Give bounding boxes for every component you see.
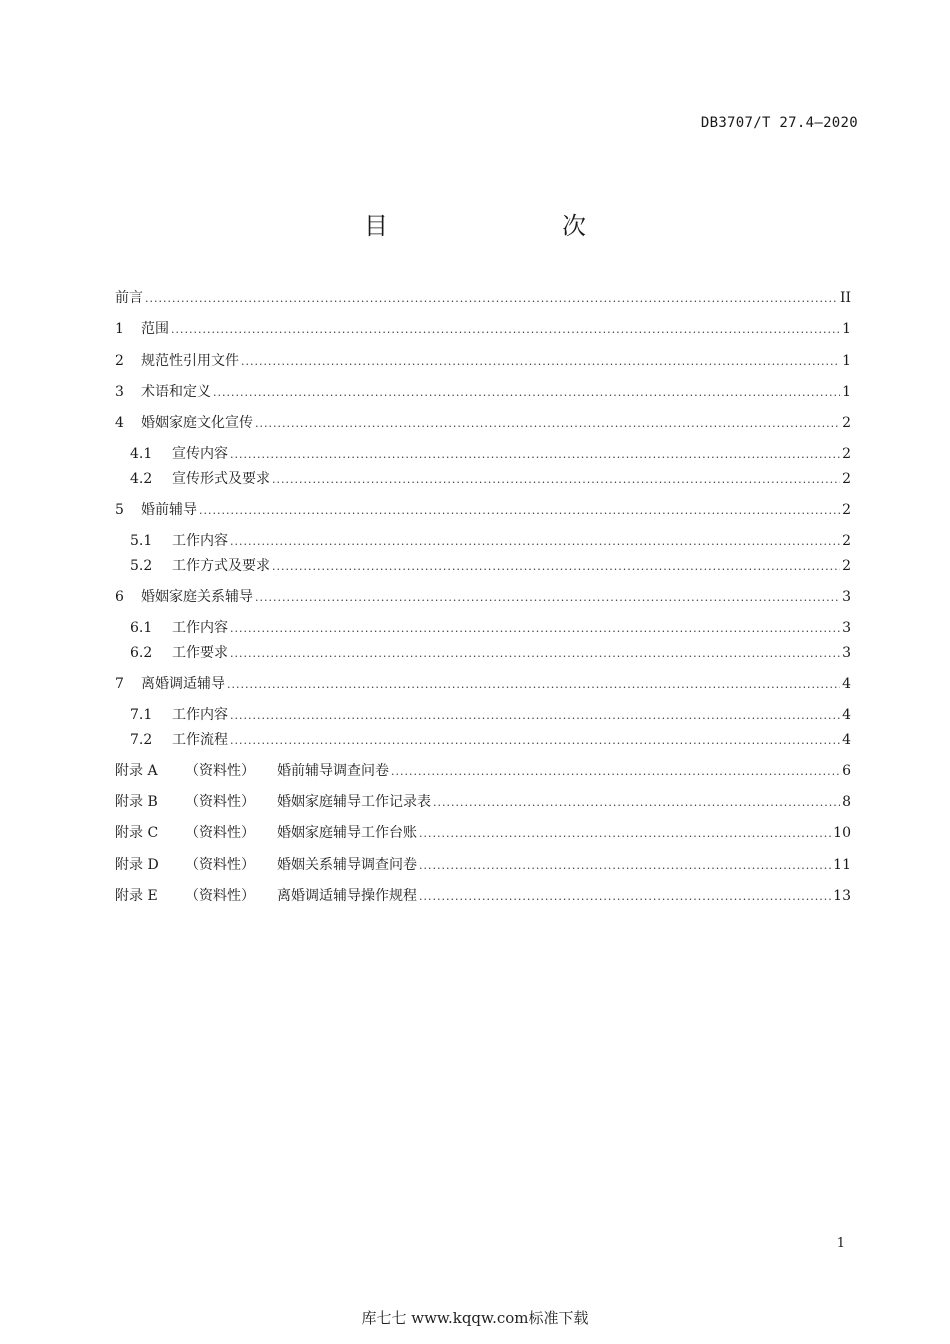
toc-entry-number: 7 (115, 676, 124, 692)
toc-entry-number: 4 (115, 415, 124, 431)
toc-appendix-type: （资料性） (185, 888, 255, 904)
toc-leader-dots (272, 557, 840, 576)
toc-entry-label: 婚姻家庭辅导工作记录表 (277, 794, 431, 810)
toc-page-number: 2 (842, 471, 851, 487)
toc-page-number: 4 (842, 707, 851, 723)
toc-title: 目 次 (364, 212, 628, 240)
toc-entry-7[interactable] (115, 675, 851, 694)
toc-entry-appendix-a[interactable] (115, 762, 851, 781)
toc-page-number: 2 (842, 446, 851, 462)
toc-entry-4[interactable] (115, 414, 851, 433)
toc-entry-label: 离婚调适辅导 (141, 676, 225, 692)
toc-leader-dots (272, 470, 840, 489)
toc-entry-label: 婚姻家庭文化宣传 (141, 415, 253, 431)
toc-page-number: 2 (842, 558, 851, 574)
toc-entry-5[interactable] (115, 501, 851, 520)
toc-page-number: 4 (842, 732, 851, 748)
toc-entry-label: 婚前辅导 (141, 502, 197, 518)
toc-appendix-id: 附录 E (115, 888, 158, 904)
toc-entry-number: 1 (115, 321, 124, 337)
watermark-text: 库七七 www.kqqw.com标准下载 (361, 1309, 589, 1327)
toc-entry-label: 前言 (115, 290, 143, 306)
toc-entry-6[interactable] (115, 588, 851, 607)
toc-entry-appendix-b[interactable] (115, 793, 851, 812)
toc-page-number: 11 (833, 857, 851, 873)
toc-entry-4-1[interactable] (130, 445, 851, 464)
toc-page-number: 13 (833, 888, 851, 904)
toc-appendix-type: （资料性） (185, 857, 255, 873)
toc-appendix-type: （资料性） (185, 825, 255, 841)
toc-entry-1[interactable] (115, 320, 851, 339)
toc-entry-label: 规范性引用文件 (141, 353, 239, 369)
toc-entry-appendix-e[interactable] (115, 887, 851, 906)
toc-leader-dots (230, 706, 840, 725)
toc-appendix-id: 附录 C (115, 825, 159, 841)
toc-appendix-type: （资料性） (185, 794, 255, 810)
toc-page-number: 1 (842, 321, 851, 337)
toc-leader-dots (230, 532, 840, 551)
toc-appendix-id: 附录 A (115, 763, 158, 779)
toc-leader-dots (145, 289, 838, 308)
toc-appendix-id: 附录 B (115, 794, 158, 810)
toc-entry-6-2[interactable] (130, 644, 851, 663)
toc-leader-dots (419, 824, 831, 843)
toc-entry-label: 工作内容 (172, 620, 228, 636)
toc-page-number: 1 (842, 353, 851, 369)
toc-entry-3[interactable] (115, 383, 851, 402)
toc-entry-label: 工作内容 (172, 707, 228, 723)
toc-entry-number: 7.1 (130, 707, 153, 723)
toc-entry-number: 7.2 (130, 732, 153, 748)
toc-entry-number: 6.1 (130, 620, 153, 636)
toc-entry-appendix-d[interactable] (115, 856, 851, 875)
toc-entry-number: 5.2 (130, 558, 153, 574)
toc-entry-6-1[interactable] (130, 619, 851, 638)
document-code: DB3707/T 27.4—2020 (700, 115, 858, 131)
toc-entry-2[interactable] (115, 352, 851, 371)
toc-entry-foreword[interactable] (115, 289, 851, 308)
toc-page-number: 8 (842, 794, 851, 810)
toc-entry-5-1[interactable] (130, 532, 851, 551)
toc-entry-number: 4.1 (130, 446, 153, 462)
toc-page-number: 4 (842, 676, 851, 692)
toc-entry-number: 5 (115, 502, 124, 518)
toc-page-number: 6 (842, 763, 851, 779)
toc-entry-label: 工作方式及要求 (172, 558, 270, 574)
toc-leader-dots (230, 445, 840, 464)
toc-leader-dots (199, 501, 840, 520)
toc-entry-label: 工作内容 (172, 533, 228, 549)
toc-entry-number: 5.1 (130, 533, 153, 549)
toc-page-number: 1 (842, 384, 851, 400)
toc-entry-number: 6.2 (130, 645, 153, 661)
toc-page-number: 2 (842, 533, 851, 549)
toc-leader-dots (227, 675, 840, 694)
toc-leader-dots (419, 887, 831, 906)
toc-entry-label: 离婚调适辅导操作规程 (277, 888, 417, 904)
toc-leader-dots (230, 619, 840, 638)
toc-entry-7-1[interactable] (130, 706, 851, 725)
toc-leader-dots (433, 793, 840, 812)
toc-entry-label: 术语和定义 (141, 384, 211, 400)
toc-entry-appendix-c[interactable] (115, 824, 851, 843)
toc-appendix-id: 附录 D (115, 857, 159, 873)
toc-leader-dots (241, 352, 840, 371)
toc-entry-label: 婚姻家庭辅导工作台账 (277, 825, 417, 841)
toc-entry-7-2[interactable] (130, 731, 851, 750)
toc-page-number: II (839, 290, 851, 306)
toc-page-number: 3 (842, 589, 851, 605)
toc-leader-dots (171, 320, 840, 339)
page-number: 1 (836, 1236, 845, 1251)
toc-entry-5-2[interactable] (130, 557, 851, 576)
toc-entry-label: 工作要求 (172, 645, 228, 661)
toc-entry-label: 婚前辅导调查问卷 (277, 763, 389, 779)
toc-entry-number: 3 (115, 384, 124, 400)
toc-entry-number: 6 (115, 589, 124, 605)
toc-page-number: 3 (842, 645, 851, 661)
toc-entry-label: 宣传形式及要求 (172, 471, 270, 487)
toc-entry-number: 4.2 (130, 471, 153, 487)
toc-leader-dots (230, 731, 840, 750)
toc-leader-dots (230, 644, 840, 663)
toc-entry-label: 宣传内容 (172, 446, 228, 462)
toc-entry-label: 工作流程 (172, 732, 228, 748)
toc-leader-dots (391, 762, 840, 781)
toc-entry-number: 2 (115, 353, 124, 369)
toc-page-number: 2 (842, 502, 851, 518)
toc-page-number: 10 (833, 825, 851, 841)
toc-leader-dots (255, 414, 840, 433)
toc-page-number: 3 (842, 620, 851, 636)
toc-page-number: 2 (842, 415, 851, 431)
toc-entry-label: 婚姻关系辅导调查问卷 (277, 857, 417, 873)
toc-entry-label: 婚姻家庭关系辅导 (141, 589, 253, 605)
toc-appendix-type: （资料性） (185, 763, 255, 779)
toc-leader-dots (255, 588, 840, 607)
toc-entry-label: 范围 (141, 321, 169, 337)
toc-entry-4-2[interactable] (130, 470, 851, 489)
toc-leader-dots (419, 856, 831, 875)
toc-leader-dots (213, 383, 840, 402)
